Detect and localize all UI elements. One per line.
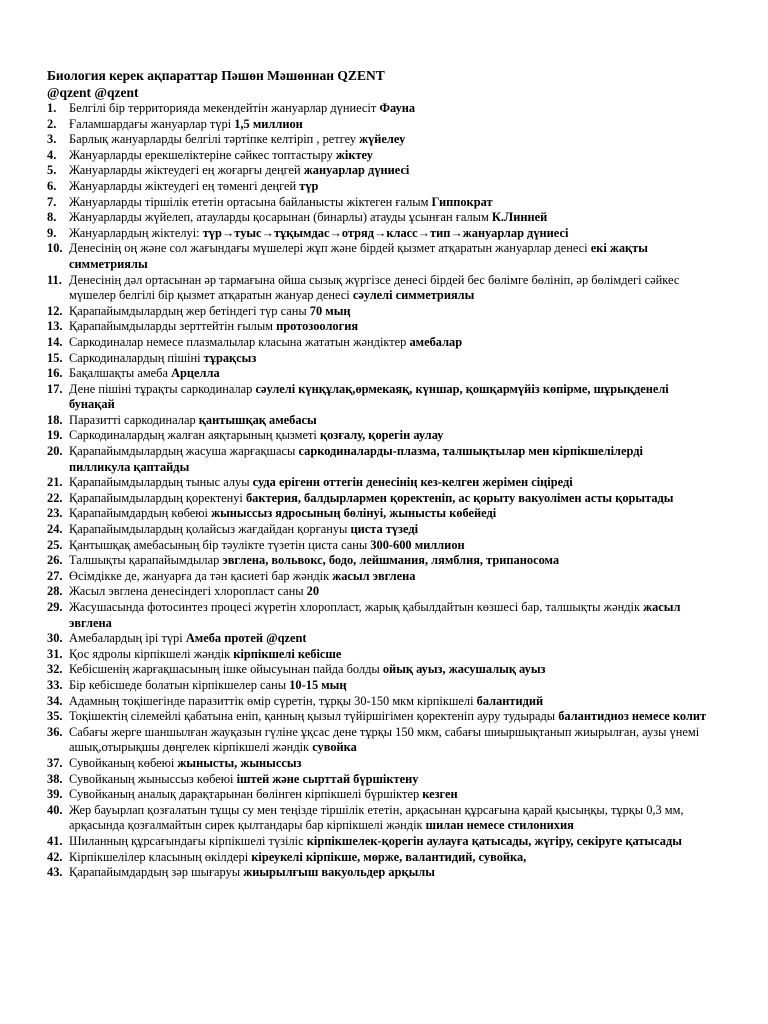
item-question: Сувойканың көбеюі: [69, 755, 178, 770]
item-number: 7.: [47, 194, 57, 209]
item-number: 8.: [47, 210, 57, 225]
item-number: 36.: [47, 724, 63, 739]
item-question: Кебісшенің жарғақшасының ішке ойысуынан пайда болды: [69, 662, 383, 677]
item-answer: эвглена, вольвокс, бодо, лейшмания, лямблия, трипаносома: [222, 553, 560, 568]
item-number: 37.: [47, 755, 63, 770]
item-answer: кірпікшелі кебісше: [233, 646, 342, 661]
item-answer: кезген: [422, 787, 458, 802]
item-question: Барлық жануарларды белгілі тәртіпке келтіріп , ретгеу: [69, 132, 360, 147]
item-answer: жыныссыз ядросының бөлінуі, жынысты көбейеді: [211, 506, 497, 521]
item-number: 9.: [47, 225, 57, 240]
list-item: [47, 210, 707, 226]
item-number: 19.: [47, 428, 63, 443]
qa-list: [47, 101, 707, 881]
item-number: 23.: [47, 506, 63, 521]
item-question: Амебалардың ірі түрі: [69, 631, 186, 646]
list-item: [47, 600, 707, 631]
item-number: 21.: [47, 475, 63, 490]
list-item: [47, 850, 707, 866]
item-answer: кірпікшелек-қорегін аулауға қатысады, жүгіру, секіруге қатысады: [306, 833, 682, 848]
item-question: Кірпікшелілер класының өкілдері: [69, 849, 252, 864]
item-answer: Гиппократ: [431, 194, 493, 209]
list-item: [47, 865, 707, 881]
item-question: Сувойканың аналық дарақтарынан бөлінген кірпікшелі бүршіктер: [69, 787, 423, 802]
list-item: [47, 694, 707, 710]
item-number: 42.: [47, 849, 63, 864]
item-number: 13.: [47, 319, 63, 334]
item-question: Өсімдікке де, жануарға да тән қасиеті бар жәндік: [69, 568, 333, 583]
item-number: 17.: [47, 381, 63, 396]
list-item: [47, 756, 707, 772]
item-answer: екі жақты симметриялы: [69, 241, 648, 271]
list-item: [47, 834, 707, 850]
item-answer: шилан немесе стилонихия: [425, 818, 574, 833]
list-item: [47, 148, 707, 164]
item-answer: ойық ауыз, жасушалық ауыз: [382, 662, 546, 677]
list-item: [47, 428, 707, 444]
item-answer: циста түзеді: [350, 522, 419, 537]
item-answer: жіктеу: [335, 147, 373, 162]
item-question: Талшықты қарапайымдылар: [69, 553, 223, 568]
list-item: [47, 506, 707, 522]
item-answer: Амеба протей @qzent: [185, 631, 307, 646]
item-question: Қарапайымдылардың жер бетіндегі түр саны: [69, 303, 310, 318]
item-answer: 300-600 миллион: [370, 537, 465, 552]
item-number: 25.: [47, 537, 63, 552]
item-answer: кіреукелі кірпікше, мөрже, валантидий, сувойка,: [251, 849, 527, 864]
item-number: 22.: [47, 490, 63, 505]
list-item: [47, 226, 707, 242]
list-item: [47, 444, 707, 475]
item-number: 2.: [47, 116, 57, 131]
list-item: [47, 195, 707, 211]
item-question: Жануарларды ерекшеліктеріне сәйкес топтастыру: [69, 147, 336, 162]
list-item: [47, 491, 707, 507]
item-answer: жиырылғыш вакуольдер арқылы: [243, 865, 435, 880]
item-question: Адамның тоқішегінде паразиттік өмір сүретін, тұрқы 30-150 мкм кірпікшелі: [69, 693, 477, 708]
item-question: Саркодиналардың жалған аяқтарының қызметі: [69, 428, 320, 443]
item-answer: балантидиоз немесе колит: [558, 709, 707, 724]
list-item: [47, 662, 707, 678]
item-answer: жүйелеу: [359, 132, 406, 147]
item-question: Белгілі бір территорияда мекендейтін жануарлар дүниесіт: [69, 101, 380, 115]
item-number: 4.: [47, 147, 57, 162]
item-answer: сувойка: [312, 740, 357, 755]
item-number: 6.: [47, 178, 57, 193]
item-question: Жануарларды жүйелеп, атауларды қосарынан (бинарлы) атауды ұсынған ғалым: [69, 210, 492, 225]
item-question: Қарапайымдардың көбеюі: [69, 506, 212, 521]
item-question: Ғаламшардағы жануарлар түрі: [69, 116, 235, 131]
item-question: Қарапайымдылардың тыныс алуы: [69, 475, 253, 490]
item-answer: түр: [299, 178, 319, 193]
item-number: 39.: [47, 787, 63, 802]
list-item: [47, 538, 707, 554]
item-question: Тоқішектің сілемейлі қабатына еніп, қанның қызыл түйіршігімен қоректеніп ауру тудырады: [69, 709, 559, 724]
item-question: Паразитті саркодиналар: [69, 412, 199, 427]
item-answer: 1,5 миллион: [234, 116, 303, 131]
item-number: 3.: [47, 132, 57, 147]
item-number: 14.: [47, 334, 63, 349]
item-answer: протозоология: [276, 319, 359, 334]
list-item: [47, 132, 707, 148]
item-answer: Фауна: [379, 101, 416, 115]
item-question: Жер бауырлап қозғалатын тұщы су мен теңізде тіршілік ететін, арқасынан құрсағына қарай қысыңқы, тұрқы 0,3 мм, арқасында қозғалмайтын сирек қылтандары бар кірпікшелі жәндік: [69, 802, 684, 833]
item-question: Жануарлардың жіктелуі:: [69, 225, 203, 240]
item-answer: Арцелла: [171, 366, 220, 381]
item-number: 28.: [47, 584, 63, 599]
item-question: Шиланның құрсағындағы кірпікшелі түзіліс: [69, 833, 307, 848]
list-item: [47, 584, 707, 600]
list-item: [47, 163, 707, 179]
list-item: [47, 522, 707, 538]
item-answer: саркодиналарды-плазма, талшықтылар мен кірпікшелілерді пилликула қаптайды: [69, 444, 643, 474]
item-answer: сәулелі симметриялы: [352, 288, 475, 303]
item-answer: 10-15 мың: [289, 677, 347, 692]
item-number: 29.: [47, 600, 63, 614]
item-number: 16.: [47, 366, 63, 381]
item-question: Сабағы жерге шаншылған жауқазын гүліне ұқсас дене тұрқы 150 мкм, сабағы шиыршықтанып жиырылған, аузы үнемі ашық,отырықшы дөңгелек кірпікшелі жәндік: [69, 724, 700, 755]
list-item: [47, 772, 707, 788]
item-question: Жануарларды жіктеудегі ең жоғарғы деңгей: [69, 163, 304, 178]
item-number: 33.: [47, 677, 63, 692]
item-question: Сувойканың жыныссыз көбеюі: [69, 771, 237, 786]
item-answer: жануарлар дүниесі: [303, 163, 410, 178]
list-item: [47, 787, 707, 803]
item-number: 32.: [47, 662, 63, 677]
item-question: Қарапайымдыларды зерттейтін ғылым: [69, 319, 277, 334]
list-item: [47, 335, 707, 351]
item-answer: іштей және сырттай бүршіктену: [236, 771, 419, 786]
item-answer: қозғалу, қорегін аулау: [319, 428, 444, 443]
list-item: [47, 351, 707, 367]
item-number: 27.: [47, 568, 63, 583]
list-item: [47, 117, 707, 133]
list-item: [47, 304, 707, 320]
item-number: 15.: [47, 350, 63, 365]
document-header: [47, 68, 727, 101]
item-question: Денесінің дәл ортасынан әр тармағына ойша сызық жүргізсе денесі бірдей бес бөлімге бөлініп, әр бөлімдегі сәйкес мүшелер белгілі бір қызмет атқаратын жануар денесі: [69, 272, 680, 303]
item-question: Саркодиналар немесе плазмалылар класына жататын жәндіктер: [69, 334, 410, 349]
item-question: Жануарларды тіршілік ететін ортасына байланысты жіктеген ғалым: [69, 194, 432, 209]
item-question: Жасыл эвглена денесіндегі хлоропласт саны: [69, 584, 307, 599]
item-number: 43.: [47, 865, 63, 880]
list-item: [47, 631, 707, 647]
item-question: Бір кебісшеде болатын кірпікшелер саны: [69, 677, 290, 692]
item-number: 38.: [47, 771, 63, 786]
list-item: [47, 803, 707, 834]
item-number: 40.: [47, 802, 63, 817]
item-number: 30.: [47, 631, 63, 646]
item-question: Қантышқақ амебасының бір тәулікте түзетін циста саны: [69, 537, 371, 552]
item-answer: амебалар: [409, 334, 463, 349]
item-answer: К.Линней: [491, 210, 548, 225]
list-item: [47, 101, 707, 117]
item-number: 24.: [47, 522, 63, 537]
item-answer: 20: [306, 584, 320, 599]
item-question: Жануарларды жіктеудегі ең төменгі деңгей: [69, 178, 300, 193]
item-question: Жасушасында фотосинтез процесі жүретін хлоропласт, жарық қабылдайтын көзшесі бар, талшықты жәндік: [69, 600, 644, 614]
item-number: 34.: [47, 693, 63, 708]
item-question: Бақалшақты амеба: [69, 366, 172, 381]
item-question: Денесінің оң және сол жағындағы мүшелері жұп және бірдей қызмет атқаратын жануарлар денесі: [69, 241, 591, 256]
item-number: 12.: [47, 303, 63, 318]
list-item: [47, 475, 707, 491]
item-number: 35.: [47, 709, 63, 724]
list-item: [47, 647, 707, 663]
list-item: [47, 273, 707, 304]
list-item: [47, 553, 707, 569]
item-answer: суда ерігенн оттегін денесінің кез-келген жерімен сіңіреді: [252, 475, 573, 490]
item-question: Дене пішіні тұрақты саркодиналар: [69, 381, 256, 396]
item-answer: бактерия, балдырлармен қоректеніп, ас қорыту вакуолімен асты қорытады: [245, 490, 674, 505]
item-number: 18.: [47, 412, 63, 427]
list-item: [47, 413, 707, 429]
item-number: 20.: [47, 444, 63, 459]
item-number: 41.: [47, 833, 63, 848]
item-answer: жасыл эвглена: [332, 568, 416, 583]
item-answer: жасыл эвглена: [69, 600, 681, 630]
list-item: [47, 569, 707, 585]
item-answer: сәулелі күнқұлақ,өрмекаяқ, күншар, қошқармүйіз көпірме, шұрықденелі бунақай: [69, 381, 669, 412]
author-handle: @qzent @qzent: [47, 84, 139, 100]
list-item: [47, 366, 707, 382]
item-question: Қарапайымдылардың қолайсыз жағдайдан қорғануы: [69, 522, 351, 537]
list-item: [47, 725, 707, 756]
list-item: [47, 179, 707, 195]
list-item: [47, 319, 707, 335]
item-number: 1.: [47, 101, 57, 115]
item-number: 10.: [47, 241, 63, 256]
document-title: Биология керек ақпараттар Пәшөн Мәшөннан QZENT: [47, 68, 385, 83]
item-question: Қос ядролы кірпікшелі жәндік: [69, 646, 234, 661]
item-answer: 70 мың: [309, 303, 351, 318]
list-item: [47, 382, 707, 413]
item-question: Қарапайымдылардың жасуша жарғақшасы: [69, 444, 299, 459]
item-answer: балантидий: [476, 693, 544, 708]
list-item: [47, 709, 707, 725]
item-number: 26.: [47, 553, 63, 568]
item-answer: түр→туыс→тұқымдас→отряд→класс→тип→жануарлар дүниесі: [202, 225, 569, 240]
item-answer: жынысты, жыныссыз: [177, 755, 302, 770]
item-answer: тұрақсыз: [203, 350, 257, 365]
item-number: 5.: [47, 163, 57, 178]
item-question: Саркодиналардың пішіні: [69, 350, 204, 365]
list-item: [47, 241, 707, 272]
item-question: Қарапайымдардың зәр шығаруы: [69, 865, 244, 880]
item-question: Қарапайымдылардың қоректенуі: [69, 490, 246, 505]
item-number: 11.: [47, 272, 62, 287]
item-answer: қантышқақ амебасы: [198, 412, 317, 427]
item-number: 31.: [47, 646, 63, 661]
list-item: [47, 678, 707, 694]
